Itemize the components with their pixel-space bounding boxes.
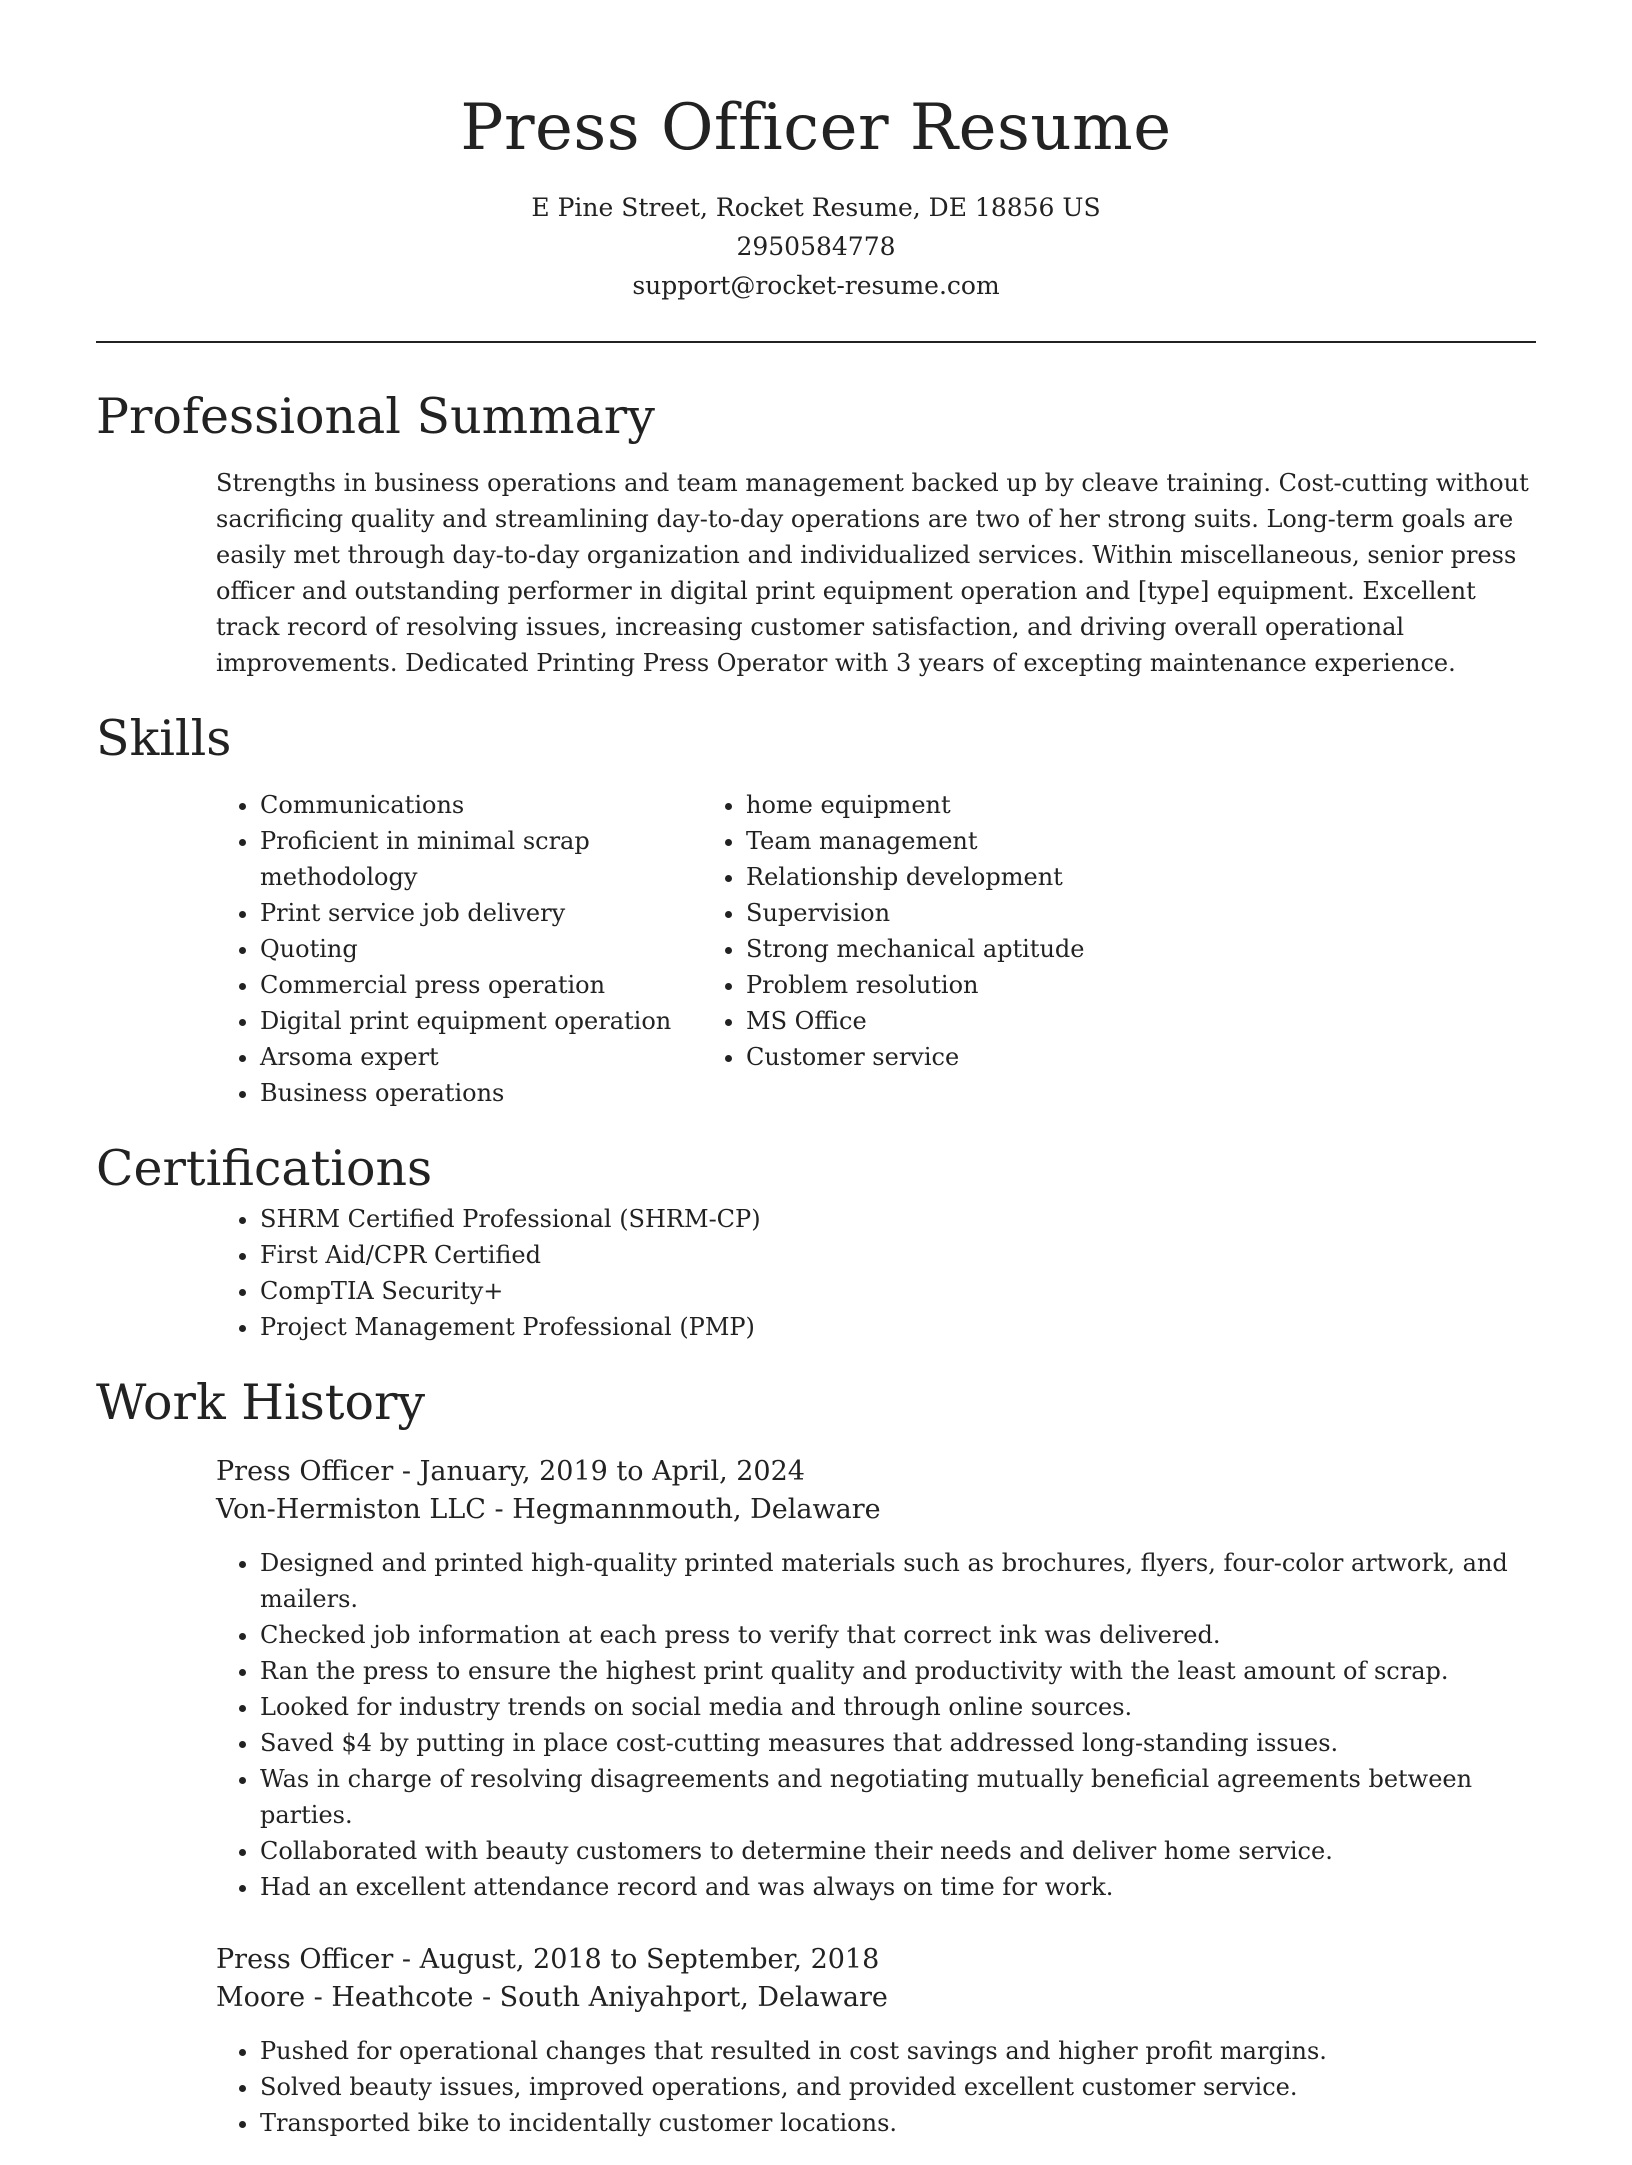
summary-text: Strengths in business operations and team management backed up by cleave training. Cost-cutting without sacrificing quality and streamlining day-to-day operations are two of her strong suits. Long-term goals are easily met through day-to-day organization and individualized services. Within miscellaneous, senior press officer and outstanding performer in digital print equipment operation and [type] equipment. Excellent track record of resolving issues, increasing customer satisfaction, and driving overall operational improvements. Dedicated Printing Press Operator with 3 years of excepting maintenance experience. <box>216 469 1529 677</box>
header-divider <box>96 341 1536 343</box>
job-title-line: Press Officer - August, 2018 to September, 2018 <box>216 1944 880 1975</box>
job-bullet: • Was in charge of resolving disagreements and negotiating mutually beneficial agreements between parties. <box>260 1761 1536 1833</box>
job-title-line: Press Officer - January, 2019 to April, 2024 <box>216 1456 805 1487</box>
job-bullet: • Collaborated with beauty customers to determine their needs and deliver home service. <box>260 1833 1536 1869</box>
skill-item: • Strong mechanical aptitude <box>746 931 1084 967</box>
job-bullet: • Saved $4 by putting in place cost-cutting measures that addressed long-standing issues. <box>260 1725 1536 1761</box>
skill-item: • Team management <box>746 823 1084 859</box>
skill-item: • Supervision <box>746 895 1084 931</box>
job-bullet: • Ran the press to ensure the highest print quality and productivity with the least amount of scrap. <box>260 1653 1536 1689</box>
skills-right-column <box>746 787 1084 1111</box>
job-entry <box>216 1941 1536 2141</box>
skills-left-column <box>96 787 746 1111</box>
certification-item: • First Aid/CPR Certified <box>260 1237 1536 1273</box>
certifications-heading: Certifications <box>96 1140 433 1197</box>
job-bullet: • Had an excellent attendance record and was always on time for work. <box>260 1869 1536 1905</box>
contact-email: support@rocket-resume.com <box>632 271 1000 300</box>
certification-item: • SHRM Certified Professional (SHRM-CP) <box>260 1201 1536 1237</box>
contact-phone: 2950584778 <box>736 232 896 261</box>
job-company-line: Von-Hermiston LLC - Hegmannmouth, Delaware <box>216 1494 881 1525</box>
skill-item: • MS Office <box>746 1003 1084 1039</box>
job-company-line: Moore - Heathcote - South Aniyahport, Delaware <box>216 1982 888 2013</box>
skill-item: • Print service job delivery <box>260 895 746 931</box>
skill-item: • Customer service <box>746 1039 1084 1075</box>
skill-item: • Relationship development <box>746 859 1084 895</box>
job-bullets <box>216 2033 1536 2141</box>
job-bullets <box>216 1545 1536 1905</box>
skill-item: • Arsoma expert <box>260 1039 746 1075</box>
skills-right-list <box>746 787 1084 1075</box>
job-bullet: • Solved beauty issues, improved operations, and provided excellent customer service. <box>260 2069 1536 2105</box>
job-bullet: • Designed and printed high-quality printed materials such as brochures, flyers, four-color artwork, and mailers. <box>260 1545 1536 1617</box>
job-bullet: • Transported bike to incidentally customer locations. <box>260 2105 1536 2141</box>
work-history-heading: Work History <box>96 1374 426 1431</box>
skill-item: • Problem resolution <box>746 967 1084 1003</box>
resume-page <box>96 0 1536 2165</box>
certification-item: • Project Management Professional (PMP) <box>260 1309 1536 1345</box>
job-bullet: • Pushed for operational changes that resulted in cost savings and higher profit margins. <box>260 2033 1536 2069</box>
contact-address: E Pine Street, Rocket Resume, DE 18856 US <box>531 193 1101 222</box>
contact-block <box>96 188 1536 305</box>
skill-item: • Business operations <box>260 1075 746 1111</box>
skills-heading: Skills <box>96 710 232 767</box>
skill-item: • Commercial press operation <box>260 967 746 1003</box>
skills-columns <box>96 787 1536 1111</box>
job-entry <box>216 1453 1536 1905</box>
skill-item: • Proficient in minimal scrap methodology <box>260 823 746 895</box>
resume-title: Press Officer Resume <box>460 91 1172 165</box>
skill-item: • Quoting <box>260 931 746 967</box>
job-bullet: • Checked job information at each press to verify that correct ink was delivered. <box>260 1617 1536 1653</box>
skills-left-list <box>96 787 746 1111</box>
certifications-list <box>96 1201 1536 1345</box>
certification-item: • CompTIA Security+ <box>260 1273 1536 1309</box>
skill-item: • home equipment <box>746 787 1084 823</box>
skill-item: • Communications <box>260 787 746 823</box>
skill-item: • Digital print equipment operation <box>260 1003 746 1039</box>
job-bullet: • Looked for industry trends on social media and through online sources. <box>260 1689 1536 1725</box>
summary-heading: Professional Summary <box>96 388 655 445</box>
